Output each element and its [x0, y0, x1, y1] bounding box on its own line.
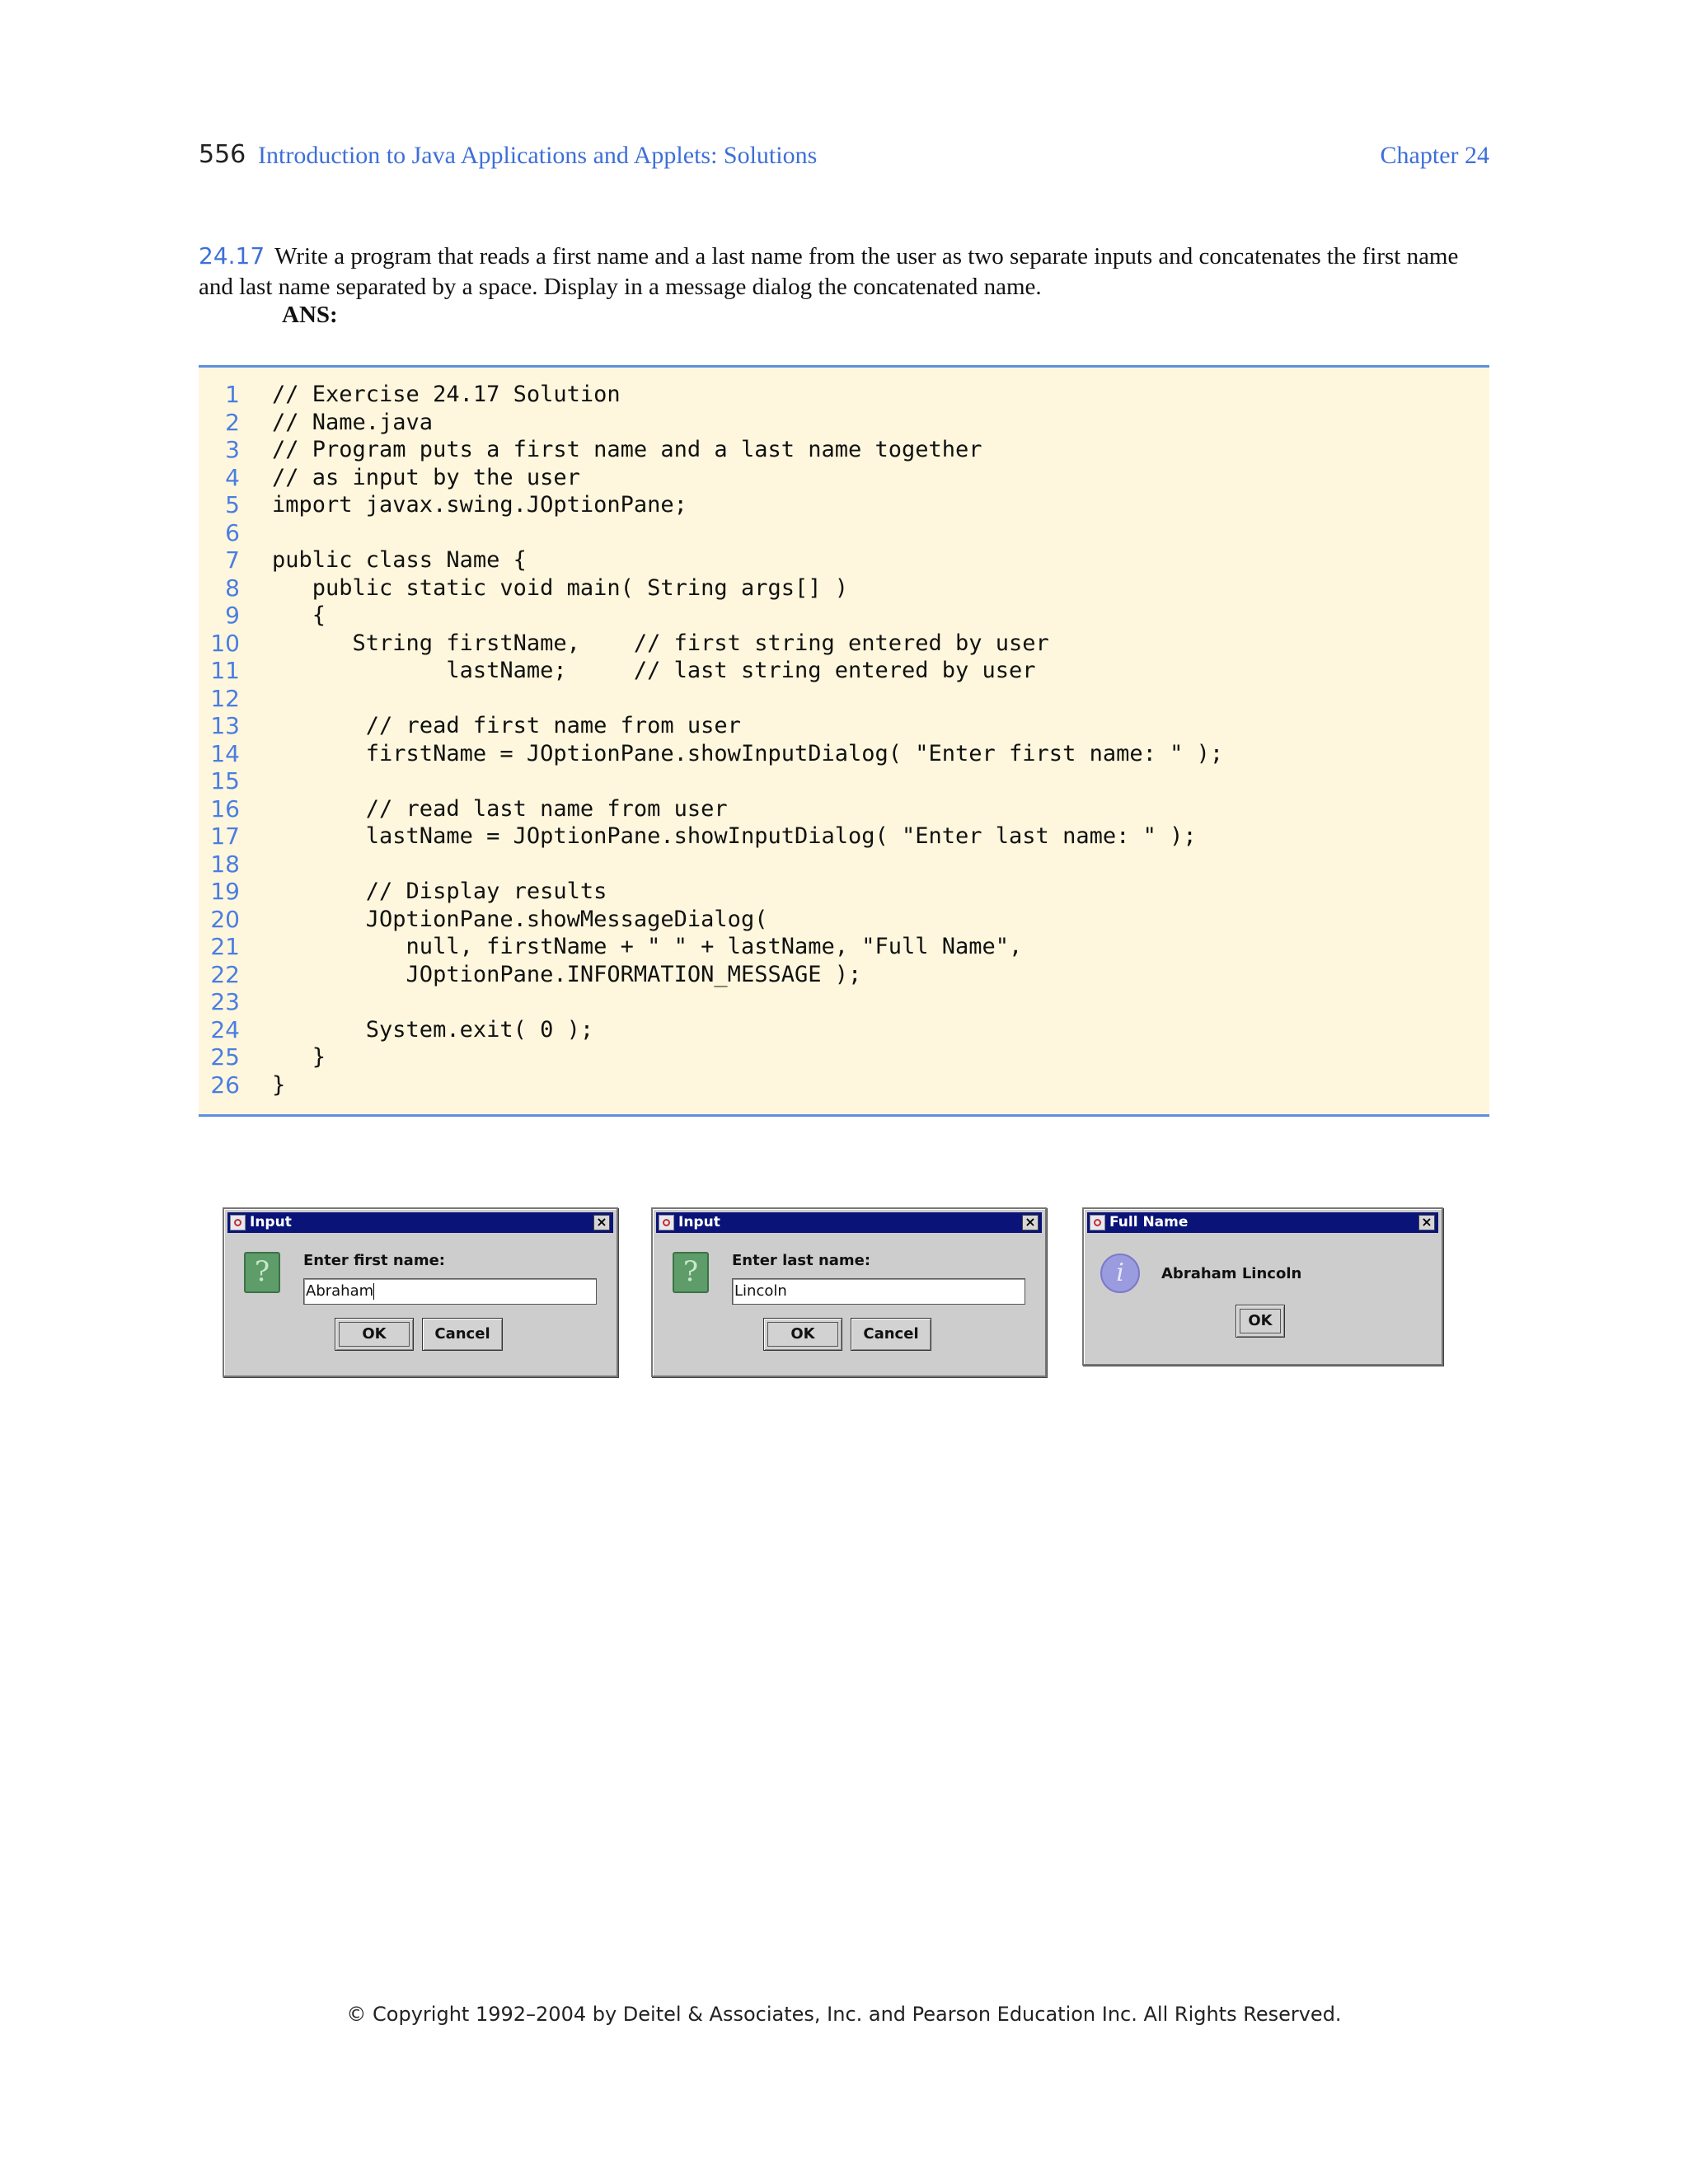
question-icon: ? [244, 1252, 280, 1293]
code-text: // read last name from user [272, 795, 728, 822]
dialog-prompt: Enter last name: [732, 1252, 871, 1269]
code-text: JOptionPane.INFORMATION_MESSAGE ); [272, 961, 862, 987]
code-text: firstName = JOptionPane.showInputDialog( "Enter first name: " ); [272, 740, 1224, 766]
code-text: // as input by the user [272, 464, 580, 490]
page-header [199, 140, 1489, 181]
code-text: null, firstName + " " + lastName, "Full Name", [272, 934, 1023, 959]
ok-button[interactable]: OK [1236, 1305, 1285, 1338]
java-cup-icon [1090, 1215, 1105, 1230]
java-cup-icon [659, 1215, 674, 1230]
cancel-button[interactable]: Cancel [851, 1318, 931, 1351]
line-number: 3 [225, 436, 240, 463]
chapter-label: Chapter 24 [1380, 142, 1489, 169]
question-icon: ? [673, 1252, 709, 1293]
input-dialog-last-name [651, 1207, 1047, 1377]
copyright-footer: © Copyright 1992–2004 by Deitel & Associates, Inc. and Pearson Education Inc. All Rights Reserved. [346, 2003, 1342, 2026]
line-number: 15 [210, 767, 240, 794]
dialog-message: Abraham Lincoln [1161, 1265, 1302, 1282]
dialog-titlebar [1087, 1212, 1438, 1233]
line-number: 13 [210, 712, 240, 739]
input-value: Abraham [306, 1282, 374, 1300]
close-button[interactable]: × [1418, 1215, 1435, 1230]
line-number: 23 [210, 988, 240, 1015]
code-text: public static void main( String args[] ) [272, 574, 848, 601]
line-number: 22 [210, 960, 240, 988]
line-number: 8 [225, 574, 240, 602]
code-text: } [272, 1044, 326, 1070]
code-text: public class Name { [272, 547, 527, 573]
page-number: 556 [199, 140, 246, 169]
close-button[interactable]: × [1022, 1215, 1039, 1230]
line-number: 4 [225, 463, 240, 491]
line-number: 24 [210, 1015, 240, 1043]
input-dialog-first-name [223, 1207, 618, 1377]
code-text: lastName; // last string entered by user [272, 658, 1036, 683]
line-number: 2 [225, 408, 240, 436]
exercise-text: Write a program that reads a first name and a last name from the user as two separate inputs and concatenates the first name and last name separated by a space. Display in a message dialog the concatenated name. [199, 243, 1459, 300]
last-name-input[interactable] [732, 1278, 1025, 1305]
first-name-input[interactable] [303, 1278, 597, 1305]
line-number: 21 [210, 933, 240, 960]
input-value: Lincoln [734, 1282, 787, 1300]
dialog-title: Input [250, 1214, 292, 1230]
dialog-titlebar [227, 1212, 613, 1233]
dialog-prompt: Enter first name: [303, 1252, 445, 1269]
code-text: // Program puts a first name and a last name together [272, 437, 982, 462]
answer-label: ANS: [282, 302, 338, 328]
text-caret [373, 1283, 374, 1300]
line-number: 18 [210, 850, 240, 878]
line-number: 1 [225, 381, 240, 408]
java-cup-icon [230, 1215, 246, 1230]
ok-button[interactable]: OK [763, 1318, 842, 1351]
code-text: import javax.swing.JOptionPane; [272, 492, 687, 518]
code-text: { [272, 602, 326, 628]
code-text: lastName = JOptionPane.showInputDialog( "Enter last name: " ); [272, 823, 1197, 849]
information-icon: i [1100, 1254, 1140, 1293]
code-text: // Display results [272, 879, 607, 904]
line-number: 7 [225, 546, 240, 574]
line-number: 10 [210, 629, 240, 657]
dialog-title: Full Name [1109, 1214, 1189, 1230]
message-dialog-full-name [1082, 1207, 1443, 1366]
code-text: // read first name from user [272, 713, 741, 738]
exercise-number: 24.17 [199, 242, 265, 269]
ok-button[interactable]: OK [335, 1318, 414, 1351]
line-number: 12 [210, 684, 240, 712]
code-text: // Exercise 24.17 Solution [272, 382, 621, 407]
line-number: 19 [210, 878, 240, 905]
code-text: // Name.java [272, 409, 434, 435]
code-text: System.exit( 0 ); [272, 1016, 594, 1043]
line-number: 16 [210, 794, 240, 823]
header-title: Introduction to Java Applications and Applets: Solutions [258, 142, 818, 169]
code-text: } [272, 1071, 286, 1098]
line-number: 25 [210, 1043, 240, 1071]
line-number: 5 [225, 491, 240, 518]
line-number: 26 [210, 1071, 240, 1099]
code-text: JOptionPane.showMessageDialog( [272, 906, 768, 932]
close-button[interactable]: × [593, 1215, 610, 1230]
code-text: String firstName, // first string entered by user [272, 630, 1049, 656]
code-listing [199, 365, 1489, 1117]
cancel-button[interactable]: Cancel [422, 1318, 503, 1351]
dialog-title: Input [678, 1214, 720, 1230]
line-number: 14 [210, 739, 240, 767]
line-number: 20 [210, 905, 240, 933]
line-number: 17 [210, 823, 240, 850]
dialog-titlebar [656, 1212, 1042, 1233]
line-number: 9 [225, 602, 240, 629]
exercise-statement [199, 241, 1489, 302]
line-number: 6 [225, 518, 240, 546]
line-number: 11 [210, 657, 240, 684]
